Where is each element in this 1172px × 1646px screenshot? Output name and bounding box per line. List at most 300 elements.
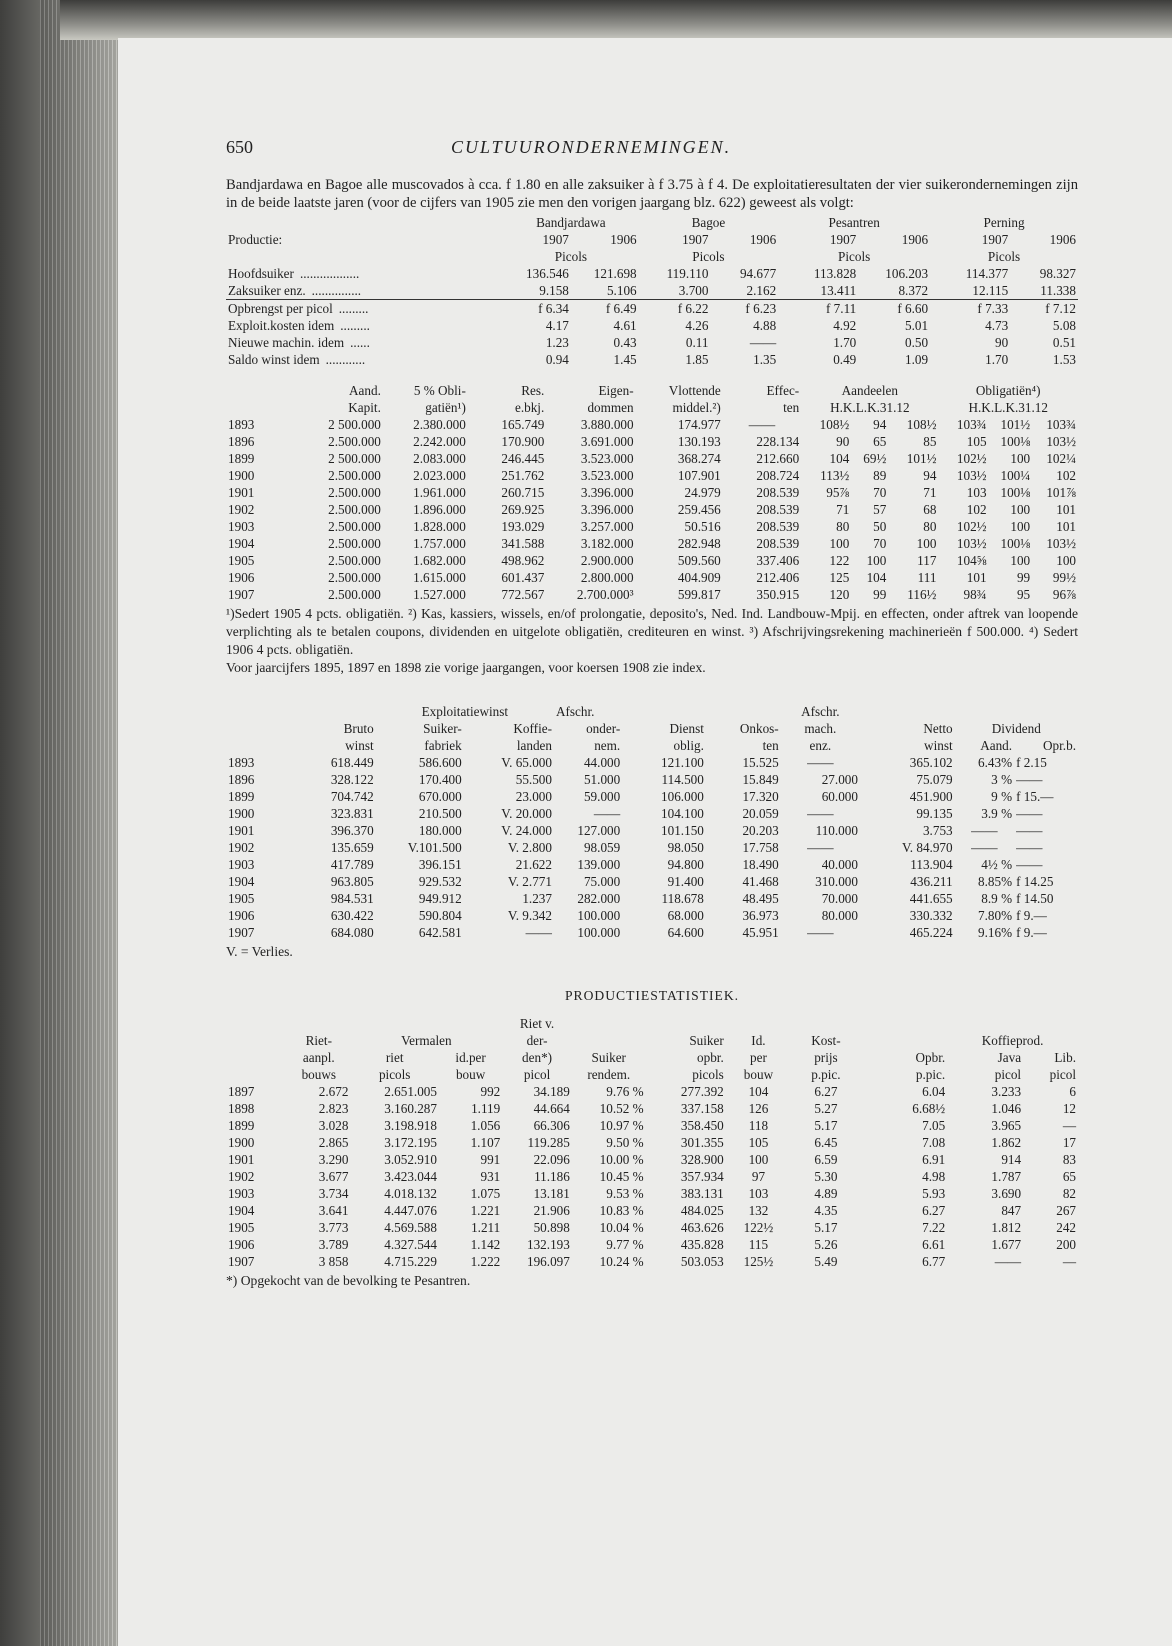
unit-label: Picols	[554, 249, 588, 264]
value-cell: 103½	[956, 468, 987, 483]
year-cell: 1898	[228, 1101, 255, 1116]
value-cell: 246.445	[501, 451, 545, 466]
value-cell: 20.203	[742, 823, 779, 838]
year-cell: 1905	[228, 1220, 255, 1235]
header-cell: Afschr.	[555, 704, 595, 719]
leader-dots: .........	[338, 301, 369, 316]
value-cell: 383.131	[680, 1186, 724, 1201]
value-cell: 277.392	[680, 1084, 724, 1099]
value-cell: 8.372	[898, 283, 929, 298]
profit-header-1	[226, 703, 1078, 720]
value-cell: 5.17	[814, 1118, 838, 1133]
header-cell: Afschr.	[801, 704, 840, 719]
value-cell: 503.053	[680, 1254, 724, 1269]
value-cell: 10.04 %	[599, 1220, 644, 1235]
year-cell: 1903	[228, 1186, 255, 1201]
value-cell: 114.377	[965, 266, 1009, 281]
value-cell: 0.43	[613, 335, 637, 350]
value-cell: 132.193	[526, 1237, 570, 1252]
table-row	[226, 1100, 1078, 1117]
value-cell: 7.08	[922, 1135, 946, 1150]
value-cell: 113½	[820, 468, 850, 483]
value-cell: 106.000	[661, 789, 704, 804]
value-cell: 71	[836, 502, 850, 517]
value-cell: 4.88	[753, 318, 777, 333]
header-cell: Id.	[751, 1033, 766, 1048]
value-cell: 590.804	[418, 908, 462, 923]
year-cell: 1899	[228, 451, 255, 466]
value-cell: 323.831	[330, 806, 374, 821]
value-cell: 103	[748, 1186, 769, 1201]
value-cell: 310.000	[815, 874, 858, 889]
value-cell: 2.023.000	[413, 468, 466, 483]
value-cell: 57	[873, 502, 887, 517]
unit-label: Picols	[692, 249, 725, 264]
value-cell: 101½	[906, 451, 937, 466]
value-cell: 99	[873, 587, 887, 602]
value-cell: 3.423.044	[384, 1169, 437, 1184]
value-cell: 4.35	[814, 1203, 838, 1218]
value-cell: 103¾	[956, 417, 987, 432]
value-cell: 34.189	[533, 1084, 570, 1099]
table-row	[226, 317, 1078, 334]
value-cell: 48.495	[742, 891, 779, 906]
header-cell: winst	[924, 738, 953, 753]
header-cell: Onkos-	[739, 721, 779, 736]
value-cell: 0.11	[685, 335, 709, 350]
header-cell: Aandeelen	[841, 383, 899, 398]
intro-paragraph: Bandjardawa en Bagoe alle muscovados à cca. f 1.80 en alle zaksuiker à f 3.75 à f 4. De exploitatieresultaten der vier suikerondernemingen zijn in de beide laatste jaren (voor de cijfers van 1905 zie men den vorigen jaargang blz. 622) geweest als volgt:	[226, 177, 1078, 211]
header-cell: Opbr.	[915, 1050, 946, 1065]
header-cell: Aand.	[980, 738, 1013, 753]
value-cell: 1.70	[985, 352, 1009, 367]
value-cell: 2.500.000	[328, 485, 381, 500]
value-cell: 17.758	[742, 840, 779, 855]
value-cell: 94.800	[667, 857, 704, 872]
header-cell: picols	[692, 1067, 724, 1082]
value-cell: 114.500	[661, 772, 704, 787]
value-cell: 984.531	[330, 891, 374, 906]
productie-label: Productie:	[228, 232, 283, 247]
value-cell: 119.285	[527, 1135, 570, 1150]
value-cell: 17.320	[742, 789, 779, 804]
header-cell: Res.	[521, 383, 545, 398]
value-cell: 5.106	[606, 283, 637, 298]
value-cell: 1.119	[471, 1101, 501, 1116]
year-cell: 1903	[228, 519, 255, 534]
results-company-header	[226, 214, 1078, 231]
results-year-header	[226, 231, 1078, 248]
value-cell: 3.290	[318, 1152, 349, 1167]
value-cell: ——	[971, 840, 998, 855]
value-cell: 101⅞	[1046, 485, 1076, 500]
year-cell: 1900	[228, 806, 255, 821]
value-cell: 102½	[956, 451, 987, 466]
value-cell: 165.749	[501, 417, 545, 432]
table-row	[226, 586, 1078, 603]
value-cell: 484.025	[680, 1203, 724, 1218]
value-cell: 24.979	[684, 485, 721, 500]
value-cell: 132	[748, 1203, 769, 1218]
value-cell: f 6.60	[858, 300, 930, 318]
header-cell: picol	[1049, 1067, 1076, 1082]
top-page-edge	[60, 0, 1172, 40]
profit-body	[226, 754, 1078, 941]
value-cell: 101	[1056, 519, 1076, 534]
value-cell: 8.85%	[977, 874, 1013, 889]
value-cell: 341.588	[501, 536, 545, 551]
value-cell: 98.059	[583, 840, 621, 855]
value-cell: 41.468	[742, 874, 779, 889]
value-cell: 6.43%	[977, 755, 1013, 770]
value-cell: 9.53 %	[606, 1186, 644, 1201]
value-cell: 100	[916, 536, 937, 551]
value-cell: 6.45	[814, 1135, 838, 1150]
value-cell: 417.789	[330, 857, 374, 872]
header-cell: Netto	[923, 721, 953, 736]
table-row	[226, 1202, 1078, 1219]
header-cell: Java	[997, 1050, 1022, 1065]
value-cell: 170.900	[501, 434, 545, 449]
value-cell: 242	[1056, 1220, 1076, 1235]
value-cell: 44.000	[583, 755, 621, 770]
row-label-text: Saldo winst idem	[228, 352, 320, 367]
value-cell: 100	[866, 553, 887, 568]
value-cell: 100⅛	[1000, 434, 1031, 449]
value-cell: 396.370	[330, 823, 374, 838]
value-cell: 2.500.000	[328, 553, 381, 568]
header-cell: H.K.L.K.31.12	[968, 400, 1048, 415]
value-cell: 498.962	[501, 553, 545, 568]
header-cell: landen	[516, 738, 552, 753]
value-cell: 99	[1016, 570, 1031, 585]
running-title: CULTUURONDERNEMINGEN.	[451, 137, 732, 157]
header-cell: winst	[345, 738, 374, 753]
value-cell: 101.150	[661, 823, 704, 838]
value-cell: 3.965	[991, 1118, 1022, 1133]
value-cell: 3 %	[991, 772, 1013, 787]
value-cell: 40.000	[821, 857, 858, 872]
value-cell: 991	[480, 1152, 501, 1167]
value-cell: 1.222	[470, 1254, 501, 1269]
value-cell: 208.539	[756, 485, 800, 500]
value-cell: 10.45 %	[599, 1169, 644, 1184]
header-cell: Suiker	[591, 1050, 626, 1065]
value-cell: 125½	[743, 1254, 774, 1269]
value-cell: 1.757.000	[413, 536, 466, 551]
value-cell: 36.973	[742, 908, 779, 923]
value-cell: 3.690	[991, 1186, 1022, 1201]
value-cell: 4.447.076	[384, 1203, 437, 1218]
value-cell: 100	[1010, 553, 1031, 568]
value-cell: 3.523.000	[580, 468, 634, 483]
value-cell: 98.050	[667, 840, 704, 855]
value-cell: ——	[749, 335, 777, 350]
value-cell: ——	[807, 925, 834, 940]
unit-label: Picols	[838, 249, 871, 264]
value-cell: 108½	[906, 417, 937, 432]
value-cell: V. 2.771	[507, 874, 552, 889]
value-cell: 174.977	[677, 417, 721, 432]
value-cell: 15.849	[742, 772, 779, 787]
header-cell: prijs	[814, 1050, 838, 1065]
value-cell: 118	[748, 1118, 769, 1133]
year-label: 1906	[901, 232, 929, 247]
value-cell: 103	[966, 485, 987, 500]
page-content	[226, 136, 1078, 1290]
results-table	[226, 214, 1078, 368]
value-cell: 3.9 %	[981, 806, 1013, 821]
year-cell: 1904	[228, 874, 255, 889]
value-cell: 463.626	[680, 1220, 724, 1235]
header-cell: picol	[994, 1067, 1022, 1082]
value-cell: 105	[748, 1135, 769, 1150]
value-cell: 1.615.000	[413, 570, 466, 585]
value-cell: 65	[873, 434, 887, 449]
header-cell: H.K.L.	[968, 400, 1006, 415]
value-cell: 10.00 %	[599, 1152, 644, 1167]
production-header-4	[226, 1066, 1078, 1083]
value-cell: f 7.11	[778, 300, 858, 318]
value-cell: 5.49	[814, 1254, 838, 1269]
header-cell: aanpl.	[302, 1050, 335, 1065]
header-cell: picols	[378, 1067, 411, 1082]
value-cell: 2.083.000	[413, 451, 466, 466]
value-cell: 2.500.000	[328, 587, 381, 602]
value-cell: 358.450	[680, 1118, 724, 1133]
value-cell: 7.05	[922, 1118, 946, 1133]
header-cell: fabriek	[424, 738, 462, 753]
profit-header-2	[226, 720, 1078, 737]
value-cell: 2 500.000	[328, 451, 381, 466]
year-cell: 1906	[228, 908, 255, 923]
value-cell: 100¼	[1000, 468, 1031, 483]
profit-table	[226, 703, 1078, 941]
year-cell: 1907	[228, 1254, 255, 1269]
value-cell: 3.789	[318, 1237, 349, 1252]
value-cell: V. 20.000	[501, 806, 552, 821]
value-cell: 599.817	[677, 587, 721, 602]
value-cell: 3.198.918	[384, 1118, 437, 1133]
value-cell: 618.449	[330, 755, 374, 770]
header-cell: Suiker-	[423, 721, 462, 736]
profit-header-3	[226, 737, 1078, 754]
header-cell: Eigen-	[598, 383, 634, 398]
value-cell: 5.17	[814, 1220, 838, 1235]
value-cell: 3.172.195	[384, 1135, 437, 1150]
value-cell: 11.338	[1040, 283, 1076, 298]
year-cell: 1906	[228, 570, 255, 585]
value-cell: 22.096	[533, 1152, 570, 1167]
value-cell: 1.812	[991, 1220, 1022, 1235]
value-cell: 337.158	[680, 1101, 724, 1116]
value-cell: 139.000	[577, 857, 621, 872]
year-cell: 1902	[228, 502, 255, 517]
value-cell: 0.94	[545, 352, 569, 367]
value-cell: 949.912	[418, 891, 462, 906]
header-cell: nem.	[594, 738, 621, 753]
value-cell: 4.89	[814, 1186, 838, 1201]
value-cell: 337.406	[756, 553, 800, 568]
value-cell: 396.151	[418, 857, 462, 872]
company-name: Bagoe	[691, 215, 726, 230]
value-cell: 6.68½	[912, 1101, 946, 1116]
table-row	[226, 569, 1078, 586]
value-cell: 601.437	[501, 570, 545, 585]
value-cell: 50.516	[684, 519, 721, 534]
value-cell: 91.400	[667, 874, 704, 889]
value-cell: 2.900.000	[580, 553, 634, 568]
value-cell: 45.951	[742, 925, 779, 940]
value-cell: 180.000	[418, 823, 462, 838]
table-row	[226, 484, 1078, 501]
production-table	[226, 1015, 1078, 1270]
value-cell: 66.306	[533, 1118, 570, 1133]
leader-dots: ......	[350, 335, 370, 350]
table-row	[226, 535, 1078, 552]
value-cell: 15.525	[742, 755, 779, 770]
table-row	[226, 873, 1078, 890]
value-cell: ——	[1016, 806, 1043, 821]
value-cell: 2.823	[318, 1101, 349, 1116]
value-cell: 70	[873, 536, 887, 551]
header-cell: ten	[783, 400, 800, 415]
profit-legend: V. = Verlies.	[226, 944, 293, 959]
value-cell: f 6.49	[571, 300, 639, 318]
value-cell: 772.567	[501, 587, 545, 602]
value-cell: 64.600	[667, 925, 704, 940]
value-cell: 125	[829, 570, 850, 585]
table-row	[226, 1168, 1078, 1185]
table-row	[226, 771, 1078, 788]
year-cell: 1893	[228, 755, 255, 770]
row-label	[226, 265, 503, 282]
value-cell: 3.396.000	[580, 485, 634, 500]
table-row	[226, 1117, 1078, 1134]
value-cell: 260.715	[501, 485, 545, 500]
year-cell: 1906	[228, 1237, 255, 1252]
value-cell: 1.828.000	[413, 519, 466, 534]
value-cell: 1.35	[753, 352, 777, 367]
value-cell: 102	[1056, 468, 1076, 483]
value-cell: 71	[923, 485, 937, 500]
table-row	[226, 334, 1078, 351]
value-cell: 94	[923, 468, 937, 483]
year-cell: 1893	[228, 417, 255, 432]
value-cell: 0.49	[833, 352, 857, 367]
results-body	[226, 265, 1078, 368]
value-cell: ——	[971, 823, 998, 838]
value-cell: 95⅞	[826, 485, 850, 500]
value-cell: 102½	[956, 519, 987, 534]
value-cell: ——	[807, 806, 834, 821]
value-cell: 102	[966, 502, 987, 517]
value-cell: 100	[829, 536, 850, 551]
row-label	[226, 351, 503, 368]
year-cell: 1905	[228, 553, 255, 568]
value-cell: 1.896.000	[413, 502, 466, 517]
value-cell: 4.327.544	[384, 1237, 437, 1252]
finance-header-1	[226, 382, 1078, 399]
header-cell: enz.	[809, 738, 832, 753]
value-cell: 1.53	[1052, 352, 1076, 367]
value-cell: —	[1062, 1254, 1076, 1269]
value-cell: 2.672	[318, 1084, 349, 1099]
value-cell: 118.678	[661, 891, 704, 906]
row-label	[226, 317, 503, 334]
value-cell: 436.211	[910, 874, 953, 889]
value-cell: 1.45	[613, 352, 637, 367]
value-cell: 2.380.000	[413, 417, 466, 432]
header-cell: 5 % Obli-	[413, 383, 466, 398]
value-cell: 100	[1010, 502, 1031, 517]
value-cell: 6.77	[922, 1254, 946, 1269]
value-cell: 12	[1062, 1101, 1076, 1116]
header-cell: Opr.b.	[1043, 738, 1076, 753]
table-row	[226, 1236, 1078, 1253]
table-row	[226, 1253, 1078, 1270]
production-body	[226, 1083, 1078, 1270]
value-cell: 80	[923, 519, 937, 534]
year-cell: 1901	[228, 485, 255, 500]
value-cell: 10.83 %	[599, 1203, 644, 1218]
value-cell: 1.70	[833, 335, 857, 350]
value-cell: ——	[1016, 857, 1043, 872]
table-row	[226, 1134, 1078, 1151]
year-cell: 1904	[228, 536, 255, 551]
value-cell: 98.327	[1039, 266, 1076, 281]
value-cell: 70.000	[821, 891, 858, 906]
value-cell: 20.059	[742, 806, 779, 821]
value-cell: 13.411	[820, 283, 857, 298]
value-cell: 9.76 %	[606, 1084, 644, 1099]
value-cell: 1.09	[905, 352, 929, 367]
table-row	[226, 907, 1078, 924]
value-cell: 100	[1010, 451, 1031, 466]
value-cell: 1.211	[471, 1220, 501, 1235]
value-cell: 104	[829, 451, 850, 466]
value-cell: 83	[1062, 1152, 1076, 1167]
value-cell: ——	[1016, 840, 1043, 855]
value-cell: 10.97 %	[599, 1118, 644, 1133]
value-cell: 0.51	[1052, 335, 1076, 350]
year-cell: 1905	[228, 891, 255, 906]
value-cell: 282.000	[577, 891, 621, 906]
header-cell: rendem.	[587, 1067, 631, 1082]
value-cell: 135.659	[330, 840, 374, 855]
value-cell: 104⅝	[956, 553, 987, 568]
value-cell: ——	[593, 806, 621, 821]
value-cell: V. 84.970	[901, 840, 953, 855]
value-cell: 5.30	[814, 1169, 838, 1184]
value-cell: 1.056	[470, 1118, 501, 1133]
value-cell: 1.85	[685, 352, 709, 367]
value-cell: 301.355	[680, 1135, 724, 1150]
value-cell: 100.000	[577, 908, 621, 923]
finance-header-2	[226, 399, 1078, 416]
header-cell: p.pic.	[811, 1067, 841, 1082]
value-cell: f 15.—	[1016, 789, 1054, 804]
value-cell: f 14.25	[1016, 874, 1054, 889]
value-cell: 68	[923, 502, 937, 517]
value-cell: 100	[1056, 553, 1076, 568]
value-cell: 0.50	[905, 335, 929, 350]
header-cell: bouw	[743, 1067, 774, 1082]
value-cell: f 6.34	[503, 300, 571, 318]
value-cell: V. 2.800	[507, 840, 552, 855]
value-cell: 117	[917, 553, 937, 568]
table-row	[226, 1219, 1078, 1236]
